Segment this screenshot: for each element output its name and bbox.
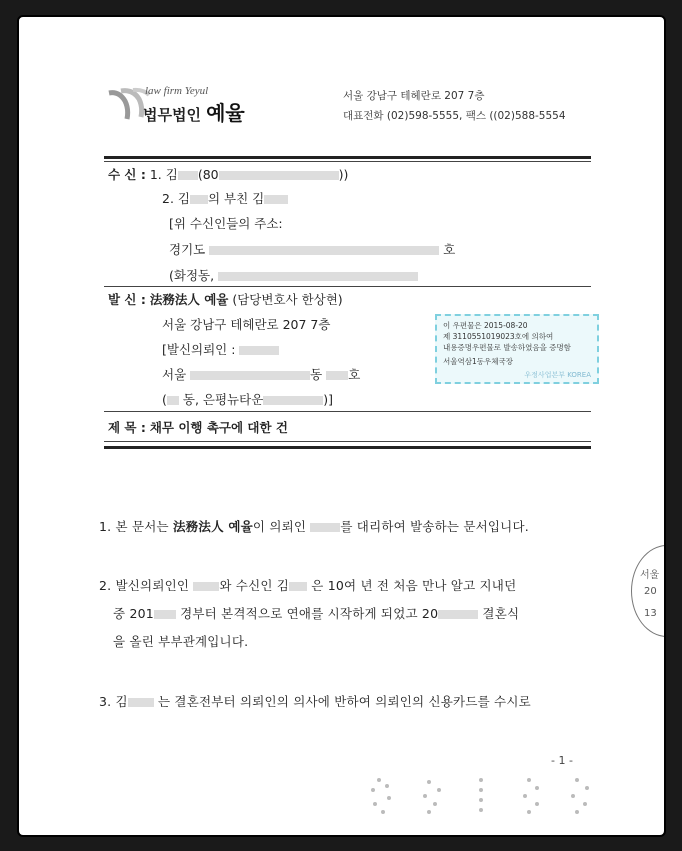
recipient-address-label: [위 수신인들의 주소:	[169, 216, 283, 231]
recipient-line-2: 2. 김 의 부친 김	[162, 189, 288, 207]
divider	[104, 161, 591, 162]
firm-logo	[107, 83, 287, 133]
firm-name-ko: 법무법인 예율	[143, 101, 245, 125]
postal-certification-stamp: 이 우편물은 2015-08-20 제 3110551019023호에 의하여 내용증명우편물로 발송하였음을 증명함 서울역삼1동우체국장 우정사업본부 KOREA	[435, 314, 599, 384]
paragraph-2-line-2: 중 201 경부터 본격적으로 연애를 시작하게 되었고 20 결혼식	[113, 606, 520, 621]
firm-contact: 대표전화 (02)598-5555, 팩스 ((02)588-5554	[343, 110, 566, 122]
postmark-seal: 서울 20 13	[631, 545, 666, 637]
paragraph-3: 3. 김 는 결혼전부터 의뢰인의 의사에 반하여 의뢰인의 신용카드를 수시로	[99, 694, 531, 709]
firm-address: 서울 강남구 테헤란로 207 7층	[343, 90, 485, 102]
paragraph-1: 1. 본 문서는 法務法人 예율이 의뢰인 를 대리하여 발송하는 문서입니다.	[99, 519, 529, 534]
divider	[104, 411, 591, 412]
paragraph-2-line-3: 을 올린 부부관계입니다.	[113, 634, 249, 649]
recipient-address-1: 경기도 호	[169, 242, 456, 257]
recipient-address-2: (화정동,	[169, 266, 418, 284]
page-number: - 1 -	[551, 754, 573, 767]
subject-line: 제 목 : 채무 이행 촉구에 대한 건	[108, 420, 289, 435]
sender-client: [발신의뢰인 :	[162, 340, 279, 358]
recipient-line-1: 수 신 : 1. 김 (80 ))	[108, 167, 349, 182]
paragraph-2-line-1: 2. 발신의뢰인인 와 수신인 김 은 10여 년 전 처음 만나 알고 지내던	[99, 578, 517, 593]
divider	[104, 156, 591, 159]
postal-logo: 우정사업본부 KOREA	[524, 371, 591, 379]
divider	[104, 446, 591, 449]
sender-client-address-1: 서울 동 호	[162, 367, 361, 382]
firm-name-en: law firm Yeyul	[145, 85, 209, 97]
perforation-marks	[359, 772, 599, 822]
document-page	[17, 15, 666, 837]
sender-client-address-2: ( 동, 은평뉴타운 )]	[162, 392, 334, 407]
sender-address: 서울 강남구 테헤란로 207 7층	[162, 317, 331, 332]
sender-line: 발 신 : 法務法人 예율 (담당변호사 한상현)	[108, 292, 343, 307]
divider	[104, 286, 591, 287]
divider	[104, 441, 591, 442]
